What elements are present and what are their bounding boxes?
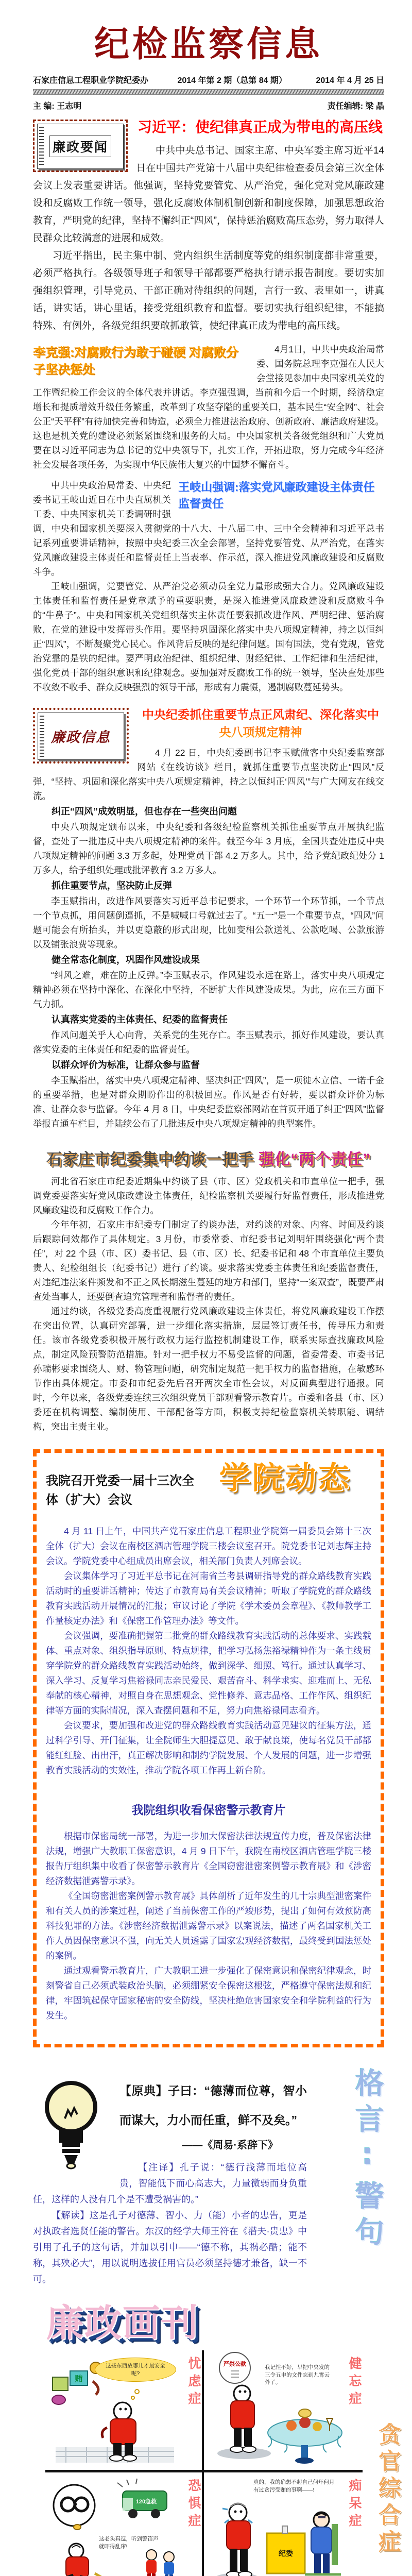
headline-jiwei: 中央纪委抓住重要节点正风肃纪、深化落实中央八项规定精神 — [33, 706, 384, 741]
headline-meeting: 我院召开党委一届十三次全体（扩大）会议 — [46, 1473, 194, 1507]
svg-text:120急救: 120急救 — [135, 2498, 157, 2505]
section-lianzheng-yaowen — [33, 117, 384, 335]
comic-strip — [45, 2350, 400, 2576]
huakan-logotype: 廉政画刊 — [46, 2302, 199, 2344]
comic-caption: 这老头真逗，听到警笛声就吓得乱窜! — [99, 2535, 159, 2550]
comic-panel-jianwang — [204, 2350, 363, 2472]
masthead — [33, 0, 384, 111]
quote-annotation: 【注译】孔子说：“德行浅薄而地位高贵，智能低下而心高志大，力量微弱而身负重任，这样的人没有几个是不遭受祸害的。” — [33, 2162, 307, 2205]
article-paragraph: 今年年初，石家庄市纪委专门制定了约谈办法，对约谈的对象、内容、时间及约谈后跟踪问效都作了具体规定。3 月份，市委常委、市纪委书记刘明轩围绕强化“两个责任”，对 22 个县（市、区）委书记、县（市、区）长、纪委书记和 48 个市直单位主要负责人、纪检组组长（纪委书记）进行了约谈。要求落实党委主体责任和纪委监督责任，对违纪违法案件频发和不正之风长期滋生蔓延的地方和部门，坚持“一案双查”，既要严肃查处当事人，还要倒查追究管理者和监督者的责任。 — [33, 1219, 384, 1302]
quote-interpretation: 【解读】这是孔子对德薄、智小、力（能）小者的忠告，更是对执政者选贤任能的警告。东汉的经学大师王符在《潜夫·贵忠》中引用了孔子的这句话，并加以引申——“德不称，其祸必酷；能不称，其殃必大”，用以说明选拔任用官员必须坚持德才兼备，缺一不可。 — [33, 2210, 307, 2284]
badge-frame — [37, 124, 124, 169]
article-paragraph: 习近平指出，民主集中制、党内组织生活制度等党的组织制度都非常重要，必须严格执行。各级领导班子和领导干部都要严格执行请示报告制度。要切实加强组织管理，引导党员、干部正确对待组织的问题，言行一致、表里如一，讲真话，讲实话，讲心里话，接受党组织教育和监督。要切实执行组织纪律，不能搞特殊、有例外，各级党组织要敢抓敢管，使纪律真正成为带电的高压线。 — [33, 250, 384, 331]
article-wang-qishan — [33, 478, 384, 694]
comic-panel-label: 忧虑症 — [186, 2356, 200, 2409]
issue-date: 2014 年 4 月 25 日 — [316, 76, 384, 85]
editors-row — [33, 99, 384, 111]
badge-label: 廉政信息 — [51, 730, 111, 746]
section-lianzheng-xinxi — [33, 706, 384, 1131]
article-paragraph: 中央八项规定颁布以来，中央纪委和各级纪检监察机关抓住重要节点开展执纪监督，查处了一批违反中央八项规定精神的案件。截至今年 3 月底，全国共查处违反中央八项规定精神的问题 3.3 万多起，处理党员干部 4.2 万多人。其中，给予党纪政纪处分 1 万多人，给予组织处理或批评教育 3.2 万多人。 — [33, 821, 384, 875]
comic-caption: 我记性不好，早把中央发的三令五申的文件忘到九霄云外了。 — [265, 2364, 330, 2386]
article-paragraph: 根据市保密局统一部署，为进一步加大保密法律法规宣传力度，普及保密法律法规，增强广大教职工保密意识，4 月 9 日下午，我院在南校区酒店管理学院三楼报告厅组织集中收看了保密警示教育片《全国窃密泄密案例警示教育展》和《涉密经济数据泄露警示录》。 — [46, 1831, 371, 1886]
article-paragraph: 会议集体学习了习近平总书记在河南省兰考县调研指导党的群众路线教育实践活动时的重要讲话精神；传达了市教育局有关会议精神；听取了学院党的群众路线教育实践活动开展情况的汇报；审议讨论了学院《学术委员会章程》、《教师教学工作量核定办法》和《保密工作管理办法》等文件。 — [46, 1570, 371, 1626]
article-li-keqiang — [33, 342, 384, 472]
section-geyan-jingju — [33, 2065, 384, 2287]
headline-wang: 王岐山强调:落实党风廉政建设主体责任监督责任 — [178, 480, 375, 510]
article-paragraph: 会议要求，要加强和改进党的群众路线教育实践活动意见建议的征集方法，通过科学引导、开门征集，让全院师生大胆提意见、敢于献良策，使每名党员干部都能红红脸、出出汗，真正解决影响和制约学院发展、个人发展的问题，进一步增强教育实践活动的实效性，推动学院各项工作再上新台阶。 — [46, 1720, 371, 1775]
svg-text:纪委: 纪委 — [279, 2549, 293, 2557]
comic-panel-youlv — [45, 2350, 204, 2472]
publisher: 石家庄信息工程职业学院纪委办 — [33, 76, 149, 85]
comic-grid — [45, 2350, 363, 2576]
article-paragraph: “纠风之难，难在防止反弹。”李玉赋表示，作风建设永远在路上，落实中央八项规定精神必须在坚持中深化、在深化中坚持，不断扩大作风建设成果。为此，应在三方面下气力抓。 — [33, 970, 384, 1009]
article-paragraph: 河北省石家庄市纪委近期集中约谈了县（市、区）党政机关和市直单位一把手，强调党委要落实好党风廉政建设主体责任，纪检监察机关要履行好监督责任，形成推进党风廉政建设和反腐败工作合力。 — [33, 1176, 384, 1215]
headline-li: 李克强:对腐败行为敢于碰硬 对腐败分子坚决惩处 — [33, 345, 238, 377]
chief-editor: 主 编: 王志明 — [33, 102, 82, 111]
article-paragraph: 4月1日，中共中央政治局常委、国务院总理李克强在人民大会堂接见参加中央国家机关党的工作暨纪检工作会议的全体代表并讲话。李克强强调，当前和今后一个时期，经济稳定增长和提质增效升级任务繁重，改革到了攻坚夺隘的重要关口，基本民生“安全网”、社会公正“天平秤”有待加快完善和铸造，必须全力推进法治政府、创新政府、廉洁政府建设。这也是机关党的建设必须紧紧围绕和服务的大局。中央国家机关各级党组织和广大党员要在以习近平同志为总书记的党中央领导下，扎实工作，开拓进取，努力完成今年经济社会发展各项任务，为实现中华民族伟大复兴的中国梦不懈奋斗。 — [33, 344, 384, 470]
article-paragraph: 通过观看警示教育片，广大教职工进一步强化了保密意识和保密纪律观念，时刻警省自己必须武装政治头脑，必须绷紧安全保密这根弦，严格遵守保密法规和纪律，牢固筑起保守国家秘密的安全防线，坚决杜绝危害国家安全和学院利益的行为发生。 — [46, 1965, 371, 2021]
article-paragraph: 4 月 11 日上午，中国共产党石家庄信息工程职业学院第一届委员会第十三次全体（扩大）会议在南校区酒店管理学院三楼会议室召开。院党委书记刘志辉主持会议。学院党委中心组成员出席会议，相关部门负责人列席会议。 — [46, 1526, 371, 1566]
article-paragraph: 中共中央总书记、国家主席、中央军委主席习近平14日在中国共产党第十八届中央纪律检查委员会第三次全体会议上发表重要讲话。他强调，坚持党要管党、从严治党，强化党对党风廉政建设和反腐败工作统一领导，强化反腐败体制机制创新和制度保障，加强思想政治教育，严明党的纪律，坚持不懈纠正“四风”，保持惩治腐败高压态势，努力取得人民群众比较满意的进展和成效。 — [33, 145, 384, 244]
headline-part1: 石家庄市纪委集中约谈一把手 — [46, 1150, 259, 1168]
svg-text:贿: 贿 — [75, 2374, 83, 2383]
issue-info-row — [33, 74, 384, 86]
subhead: 健全常态化制度，巩固作风建设成果 — [52, 954, 200, 965]
comic-panel-chidai — [204, 2472, 363, 2576]
article-paragraph: 会议强调，要准确把握第二批党的群众路线教育实践活动的总体要求、实践载体、重点对象、组织指导原则、特点规律，把学习弘扬焦裕禄精神作为一条主线贯穿学院党的群众路线教育实践活动始终，做到深学、细照、笃行。通过认真学习、深入学习、反复学习焦裕禄同志亲民爱民、艰苦奋斗、科学求实、迎难而上、无私奉献的核心精神，对照自身在思想观念、党性修养、意志品格、工作作风、组织纪律等方面的实际情况，深入查摆问题和不足，努力向焦裕禄同志看齐。 — [46, 1630, 371, 1716]
page-title: 纪检监察信息 — [94, 24, 323, 65]
article-paragraph: 王岐山强调，党要管党、从严治党必须动员全党力量形成强大合力。党风廉政建设主体责任和监督责任是党章赋予的重要职责，是深入推进党风廉政建设和反腐败斗争的“牛鼻子”。中央和国家机关党组织落实主体责任要狠抓改进作风、严明纪律、惩治腐败，在党的建设中发挥带头作用。要坚持巩固深化落实中央八项规定精神，持之以恒纠正“四风”，不断凝聚党心民心。作风背后反映的是纪律问题。国有国法，党有党规，管党治党靠的是铁的纪律。要严明政治纪律、组织纪律、财经纪律、工作纪律和生活纪律，强化党员干部的组织意识和纪律观念。要加强对反腐败工作的统一领导，坚决查处那些不收敛不收手、群众反映强烈的领导干部，形成有力震慑，遏制腐败蔓延势头。 — [33, 581, 384, 692]
badge-lianzheng-xinxi — [33, 708, 129, 764]
subhead: 以群众评价为标准，让群众参与监督 — [52, 1059, 200, 1070]
badge-label: 廉政要闻 — [49, 135, 111, 157]
badge-frame — [38, 713, 124, 760]
headline-baomi: 我院组织收看保密警示教育片 — [131, 1803, 286, 1817]
comic-panel-label: 恐惧症 — [186, 2478, 200, 2531]
geyan-vertical-label: 格言∶警句 — [352, 2067, 384, 2253]
article-paragraph: 《全国窃密泄密案例警示教育展》具体剖析了近年发生的几十宗典型泄密案件和有关人员的涉案过程，阐述了当前保密工作的严竣形势，提出了如何有效预防高科技犯罪的方法。《涉密经济数据泄露警示录》以案说法，描述了两名国家机关工作人员因保密意识不强，向无关人员透露了国家宏观经济数据，最终受到国法惩处的案例。 — [46, 1890, 371, 1961]
xueyuan-header — [46, 1461, 371, 1520]
article-paragraph: 中共中央政治局常委、中央纪委书记王岐山近日在中央直属机关工委、中央国家机关工委调研时强调，中央和国家机关要深入贯彻党的十八大、十八届二中、三中全会精神和习近平总书记系列重要讲话精神，按照中央纪委三次全会部署，坚持党要管党、从严治党，在落实党风廉政建设主体责任和监督责任上当表率、作示范，深入推进党风廉政建设和反腐败斗争。 — [33, 480, 384, 577]
svg-text:严禁公款: 严禁公款 — [224, 2361, 246, 2367]
article-paragraph: 李玉赋指出，改进作风要落实习近平总书记要求，一个环节一个环节抓，一个节点一个节点抓，用问题倒逼抓，不是喊喊口号就过去了。“五一”是一个重要节点，“四风”问题可能会有所抬头，并以更隐蔽的形式出现，比如变相公款送礼、公款吃喝、公款旅游以及铺张浪费等现象。 — [33, 895, 384, 950]
section-xueyuan-dongtai — [33, 1449, 384, 2047]
xueyuan-dongtai-logotype: 学院动态 — [219, 1460, 351, 1495]
subhead: 纠正“四风”成效明显，但也存在一些突出问题 — [52, 806, 237, 817]
article-paragraph: 李玉赋指出，落实中央八项规定精神、坚决纠正“四风”，是一项徙木立信、一诺千金的重要举措，也是对群众期盼作出的积极回应。作风是否有好转，要以群众评价为标准、让群众参与监督。今年 4 月 8 日，中央纪委监察部网站在首页开通了纠正“四风”监督举报直通车栏目，并陆续公布了几批违反中央八项规定精神的典型案件。 — [33, 1075, 384, 1129]
comic-caption: 真的，我的确想不起自己何年何月有过贪污受贿的事啊——! — [253, 2479, 335, 2493]
headline-shijiazhuang — [33, 1146, 384, 1169]
duty-editor: 责任编辑: 梁 晶 — [327, 102, 384, 111]
article-paragraph: 通过约谈，各级党委高度重视履行党风廉政建设主体责任，将党风廉政建设工作摆在突出位置，认真研究部署，进一步细化落实措施，层层签订责任书，传导压力和责任。该市各级党委积极开展行政权力运行监控机制建设工作，联系实际查找廉政风险点，制定风险预警防范措施。针对一把手权力不易受监督的问题，省委常委、市委书记孙瑞彬要求围绕人、财、物管理问题，研究制定规范一把手权力的监督措施，在敏感环节作出具体规定。市委和市纪委先后召开两次全市性会议，对反面典型进行通报。同时，今年以来，各级党委连续三次组织党员干部观看警示教育片。市委和各县（市、区）委还在机构调整、编制使用、干部配备等方面，积极支持纪检监察机关转职能、调结构，突出主责主业。 — [33, 1306, 384, 1432]
subhead: 抓住重要节点，坚决防止反弹 — [52, 880, 172, 891]
notebook-spiral-icon — [40, 716, 44, 757]
light-bulb-icon — [40, 2072, 102, 2175]
section-lianzheng-huakan — [33, 2302, 400, 2576]
article-shijiazhuang — [33, 1146, 384, 1434]
comic-illustration-fear — [45, 2472, 190, 2576]
notebook-spiral-icon — [39, 127, 44, 166]
quote-source: ——《周易·系辞下》 — [182, 2139, 278, 2151]
comic-panel-label: 健忘症 — [347, 2356, 361, 2409]
article-paragraph: 4 月 22 日，中央纪委副书记李玉赋做客中央纪委监察部网站《在线访谈》栏目，就抓住重要节点坚决防止“四风”反弹，“坚持、巩固和深化落实中央八项规定精神，持之以恒纠正‘四风’”与广大网友在线交流。 — [33, 747, 384, 801]
article-paragraph: 作风问题关乎人心向背，关系党的生死存亡。李玉赋表示，抓好作风建设，要认真落实党委的主体责任和纪委的监督责任。 — [33, 1029, 384, 1055]
issue-number: 2014 年第 2 期（总第 84 期） — [177, 76, 287, 85]
comic-panel-kongju — [45, 2472, 204, 2576]
headline-part2: 强化“两个责任” — [259, 1150, 371, 1168]
divider-hatch-bar — [33, 89, 384, 95]
comic-panel-label: 痴呆症 — [347, 2478, 361, 2531]
badge-lianzheng-yaowen — [33, 120, 128, 172]
classic-quote: 【原典】子曰：“德薄而位尊，智小而谋大，力小而任重，鲜不及矣。” — [119, 2083, 307, 2127]
subhead: 认真落实党委的主体责任、纪委的监督责任 — [52, 1014, 228, 1025]
headline-xi: 习近平：使纪律真正成为带电的高压线 — [137, 119, 383, 135]
comic-series-label: 贪官综合症 — [375, 2422, 400, 2556]
comic-caption: 这些东西放哪儿才最安全呢? — [95, 2358, 176, 2382]
